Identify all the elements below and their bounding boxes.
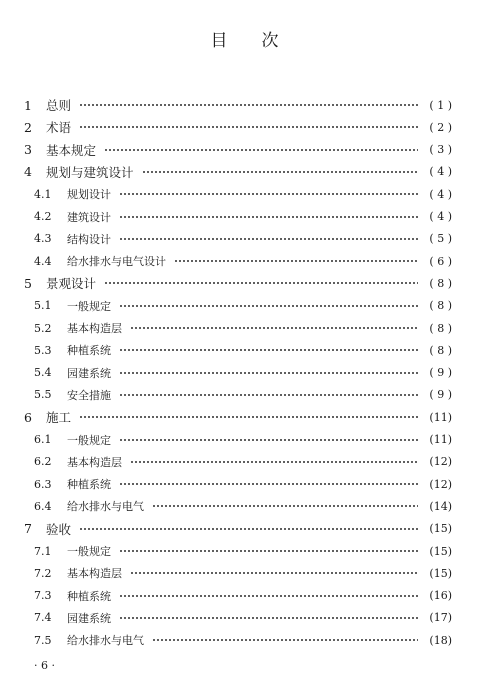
dot-leader [142, 170, 418, 173]
dot-leader [152, 505, 418, 508]
entry-page-number: ( 4 ) [429, 187, 452, 201]
entry-number: 7.5 [34, 633, 52, 647]
toc-chapter-entry[interactable] [24, 518, 452, 540]
entry-number: 7.3 [34, 589, 52, 603]
toc-section-entry[interactable] [34, 473, 452, 495]
title-char-left: 目 [210, 31, 228, 51]
entry-number: 3 [24, 142, 32, 158]
toc-section-entry[interactable] [34, 607, 452, 629]
entry-title: 规划设计 [67, 188, 111, 202]
entry-number: 7.2 [34, 566, 52, 580]
entry-page-number: (15) [429, 522, 452, 536]
toc-section-entry[interactable] [34, 362, 452, 384]
dot-leader [130, 572, 418, 575]
toc-section-entry[interactable] [34, 339, 452, 361]
toc-chapter-entry[interactable] [24, 161, 452, 183]
dot-leader [174, 260, 418, 263]
entry-number: 4.4 [34, 254, 52, 268]
toc-section-entry[interactable] [34, 250, 452, 272]
entry-number: 6.1 [34, 433, 52, 446]
entry-number: 7.4 [34, 611, 52, 625]
entry-title: 术语 [46, 120, 72, 136]
entry-title: 基本构造层 [67, 455, 122, 469]
toc-section-entry[interactable] [34, 429, 452, 451]
entry-page-number: ( 8 ) [429, 299, 452, 313]
entry-page-number: (11) [429, 410, 452, 424]
dot-leader [79, 126, 418, 129]
toc-section-entry[interactable] [34, 495, 452, 517]
entry-number: 4.2 [34, 210, 52, 223]
toc-section-entry[interactable] [34, 183, 452, 205]
toc-chapter-entry[interactable] [24, 139, 452, 161]
dot-leader [119, 193, 418, 196]
dot-leader [119, 550, 418, 553]
entry-number: 5.5 [34, 388, 52, 402]
entry-number: 6 [24, 409, 32, 425]
entry-page-number: (18) [429, 633, 452, 647]
entry-title: 总则 [46, 98, 72, 113]
entry-title: 给水排水与电气 [67, 500, 144, 514]
entry-title: 种植系统 [67, 589, 111, 603]
entry-page-number: (15) [429, 544, 452, 558]
entry-page-number: ( 9 ) [429, 388, 452, 402]
entry-page-number: (16) [429, 589, 452, 603]
entry-page-number: ( 1 ) [429, 98, 452, 112]
entry-page-number: ( 8 ) [429, 321, 452, 335]
entry-page-number: ( 6 ) [429, 254, 452, 268]
entry-number: 6.2 [34, 455, 52, 469]
dot-leader [130, 327, 418, 330]
toc-section-entry[interactable] [34, 206, 452, 228]
title-char-right: 次 [261, 31, 279, 51]
entry-title: 安全措施 [67, 388, 111, 402]
entry-number: 4 [24, 164, 32, 180]
toc-chapter-entry[interactable] [24, 406, 452, 428]
toc-chapter-entry[interactable] [24, 116, 452, 138]
dot-leader [104, 148, 418, 151]
dot-leader [104, 282, 418, 285]
entry-page-number: (17) [429, 611, 452, 625]
entry-number: 2 [24, 119, 32, 135]
entry-page-number: (11) [429, 433, 452, 446]
toc-chapter-entry[interactable] [24, 94, 452, 116]
entry-page-number: (12) [429, 477, 452, 491]
toc-section-entry[interactable] [34, 562, 452, 584]
entry-title: 结构设计 [67, 232, 111, 246]
entry-title: 基本构造层 [67, 322, 122, 335]
entry-title: 施工 [46, 410, 72, 426]
dot-leader [119, 393, 418, 396]
entry-page-number: ( 4 ) [429, 210, 452, 223]
dot-leader [130, 460, 418, 463]
entry-title: 基本构造层 [67, 567, 122, 581]
dot-leader [119, 349, 418, 352]
toc-section-entry[interactable] [34, 228, 452, 250]
entry-number: 5.2 [34, 321, 52, 335]
entry-title: 基本规定 [46, 142, 97, 158]
toc-section-entry[interactable] [34, 384, 452, 406]
entry-page-number: ( 3 ) [429, 143, 452, 157]
dot-leader [119, 215, 418, 218]
entry-page-number: (15) [429, 566, 452, 580]
entry-number: 5.4 [34, 366, 52, 380]
entry-title: 景观设计 [46, 276, 97, 292]
entry-number: 6.3 [34, 477, 52, 491]
entry-title: 建筑设计 [67, 210, 111, 224]
entry-title: 验收 [46, 521, 72, 537]
entry-page-number: ( 9 ) [429, 366, 452, 380]
dot-leader [119, 237, 418, 240]
entry-title: 给水排水与电气 [67, 634, 144, 648]
entry-page-number: (14) [429, 499, 452, 513]
entry-number: 6.4 [34, 499, 52, 513]
entry-title: 给水排水与电气设计 [67, 255, 166, 269]
dot-leader [119, 438, 418, 441]
entry-page-number: ( 5 ) [429, 232, 452, 246]
toc-section-entry[interactable] [34, 585, 452, 607]
entry-page-number: ( 8 ) [429, 276, 452, 290]
entry-title: 一般规定 [67, 433, 111, 447]
entry-title: 种植系统 [67, 344, 111, 358]
entry-title: 种植系统 [67, 478, 111, 492]
entry-title: 规划与建筑设计 [46, 164, 134, 180]
entry-title: 园建系统 [67, 611, 111, 625]
entry-page-number: ( 8 ) [429, 343, 452, 357]
dot-leader [119, 483, 418, 486]
entry-number: 5.3 [34, 343, 52, 357]
entry-number: 4.3 [34, 232, 52, 246]
entry-page-number: (12) [429, 455, 452, 469]
page-number: · 6 · [34, 659, 55, 672]
dot-leader [79, 527, 418, 530]
entry-number: 1 [24, 97, 32, 113]
toc-section-entry[interactable] [34, 451, 452, 473]
entry-page-number: ( 2 ) [429, 120, 452, 134]
dot-leader [119, 371, 418, 374]
entry-number: 7 [24, 521, 32, 537]
entry-number: 4.1 [34, 187, 52, 201]
dot-leader [119, 304, 418, 307]
entry-title: 一般规定 [67, 545, 111, 558]
entry-title: 园建系统 [67, 366, 111, 380]
page-title [0, 26, 489, 51]
entry-number: 5 [24, 275, 32, 291]
dot-leader [119, 594, 418, 597]
entry-page-number: ( 4 ) [429, 165, 452, 179]
entry-number: 5.1 [34, 299, 52, 313]
toc-section-entry[interactable] [34, 295, 452, 317]
dot-leader [79, 416, 418, 419]
dot-leader [152, 639, 418, 642]
dot-leader [119, 616, 418, 619]
toc-section-entry[interactable] [34, 317, 452, 339]
entry-number: 7.1 [34, 544, 52, 558]
toc-section-entry[interactable] [34, 629, 452, 651]
entry-title: 一般规定 [67, 299, 111, 313]
toc-chapter-entry[interactable] [24, 272, 452, 294]
dot-leader [79, 104, 418, 107]
toc-section-entry[interactable] [34, 540, 452, 562]
